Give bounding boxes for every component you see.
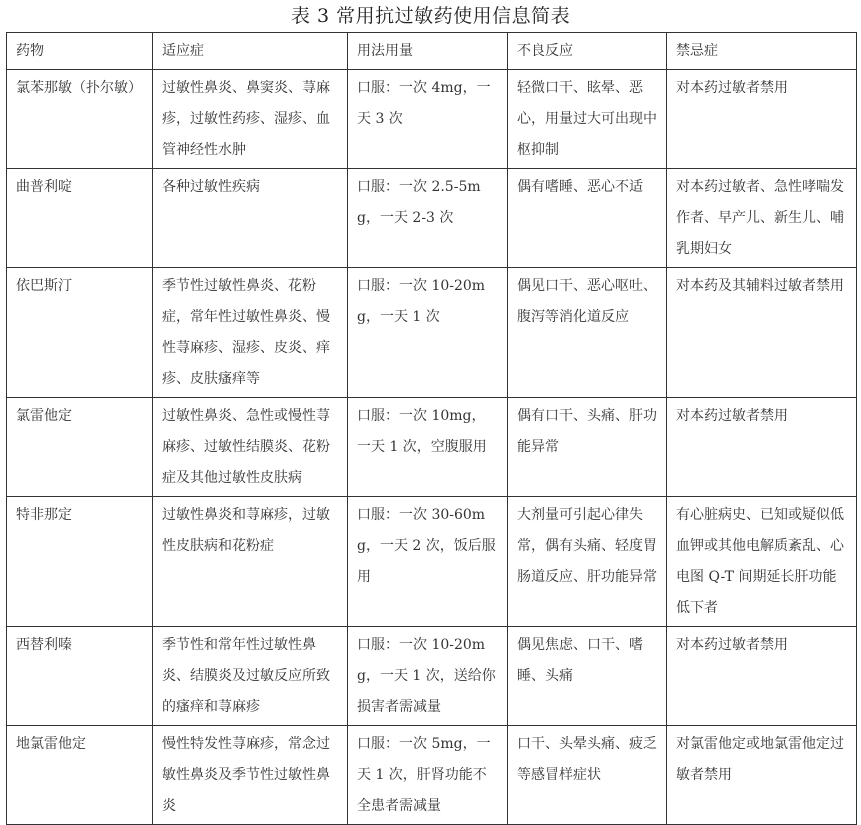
header-indication: 适应症: [153, 33, 348, 70]
header-contraindication: 禁忌症: [667, 33, 857, 70]
table-caption: 表 3 常用抗过敏药使用信息简表: [290, 5, 571, 27]
cell-dosage: 口服：一次 5mg，一天 1 次，肝肾功能不全患者需减量: [348, 726, 508, 825]
cell-adverse-reaction: 偶有嗜睡、恶心不适: [508, 169, 667, 268]
cell-indication: 季节性过敏性鼻炎、花粉症，常年性过敏性鼻炎、慢性荨麻疹、湿疹、皮炎、痒疹、皮肤瘙痒等: [153, 268, 348, 398]
cell-indication: 慢性特发性荨麻疹，常念过敏性鼻炎及季节性过敏性鼻炎: [153, 726, 348, 825]
header-drug: 药物: [7, 33, 153, 70]
table-row: [7, 398, 857, 497]
cell-adverse-reaction: 口干、头晕头痛、疲乏等感冒样症状: [508, 726, 667, 825]
cell-adverse-reaction: 偶有口干、头痛、肝功能异常: [508, 398, 667, 497]
cell-dosage: 口服：一次 2.5-5mg，一天 2-3 次: [348, 169, 508, 268]
cell-dosage: 口服：一次 10-20mg，一天 1 次: [348, 268, 508, 398]
cell-contraindication: 对本药过敏者禁用: [667, 398, 857, 497]
table-row: [7, 627, 857, 726]
cell-adverse-reaction: 大剂量可引起心律失常，偶有头痛、轻度胃肠道反应、肝功能异常: [508, 497, 667, 627]
cell-drug: 曲普利啶: [7, 169, 153, 268]
cell-dosage: 口服：一次 30-60mg，一天 2 次，饭后服用: [348, 497, 508, 627]
cell-drug: 氯苯那敏（扑尔敏）: [7, 70, 153, 169]
header-dosage: 用法用量: [348, 33, 508, 70]
cell-contraindication: 对本药及其辅料过敏者禁用: [667, 268, 857, 398]
cell-drug: 西替利嗪: [7, 627, 153, 726]
cell-indication: 各种过敏性疾病: [153, 169, 348, 268]
table-row: [7, 726, 857, 825]
cell-contraindication: 对本药过敏者、急性哮喘发作者、早产儿、新生儿、哺乳期妇女: [667, 169, 857, 268]
cell-contraindication: 有心脏病史、已知或疑似低血钾或其他电解质紊乱、心电图 Q-T 间期延长肝功能低下者: [667, 497, 857, 627]
cell-indication: 季节性和常年性过敏性鼻炎、结膜炎及过敏反应所致的瘙痒和荨麻疹: [153, 627, 348, 726]
cell-contraindication: 对本药过敏者禁用: [667, 627, 857, 726]
header-row: [7, 33, 857, 70]
cell-indication: 过敏性鼻炎、急性或慢性荨麻疹、过敏性结膜炎、花粉症及其他过敏性皮肤病: [153, 398, 348, 497]
cell-drug: 特非那定: [7, 497, 153, 627]
antiallergy-drug-table: [6, 32, 857, 825]
cell-indication: 过敏性鼻炎和荨麻疹，过敏性皮肤病和花粉症: [153, 497, 348, 627]
table-row: [7, 268, 857, 398]
cell-dosage: 口服：一次 4mg，一天 3 次: [348, 70, 508, 169]
cell-dosage: 口服：一次 10mg，一天 1 次，空腹服用: [348, 398, 508, 497]
header-adverse-reaction: 不良反应: [508, 33, 667, 70]
cell-adverse-reaction: 偶见焦虑、口干、嗜睡、头痛: [508, 627, 667, 726]
cell-drug: 地氯雷他定: [7, 726, 153, 825]
table-row: [7, 70, 857, 169]
table-row: [7, 497, 857, 627]
cell-contraindication: 对氯雷他定或地氯雷他定过敏者禁用: [667, 726, 857, 825]
table-row: [7, 169, 857, 268]
cell-indication: 过敏性鼻炎、鼻窦炎、荨麻疹，过敏性药疹、湿疹、血管神经性水肿: [153, 70, 348, 169]
cell-dosage: 口服：一次 10-20mg，一天 1 次，送给你损害者需减量: [348, 627, 508, 726]
cell-drug: 依巴斯汀: [7, 268, 153, 398]
cell-adverse-reaction: 偶见口干、恶心呕吐、腹泻等消化道反应: [508, 268, 667, 398]
cell-drug: 氯雷他定: [7, 398, 153, 497]
cell-adverse-reaction: 轻微口干、眩晕、恶心，用量过大可出现中枢抑制: [508, 70, 667, 169]
cell-contraindication: 对本药过敏者禁用: [667, 70, 857, 169]
